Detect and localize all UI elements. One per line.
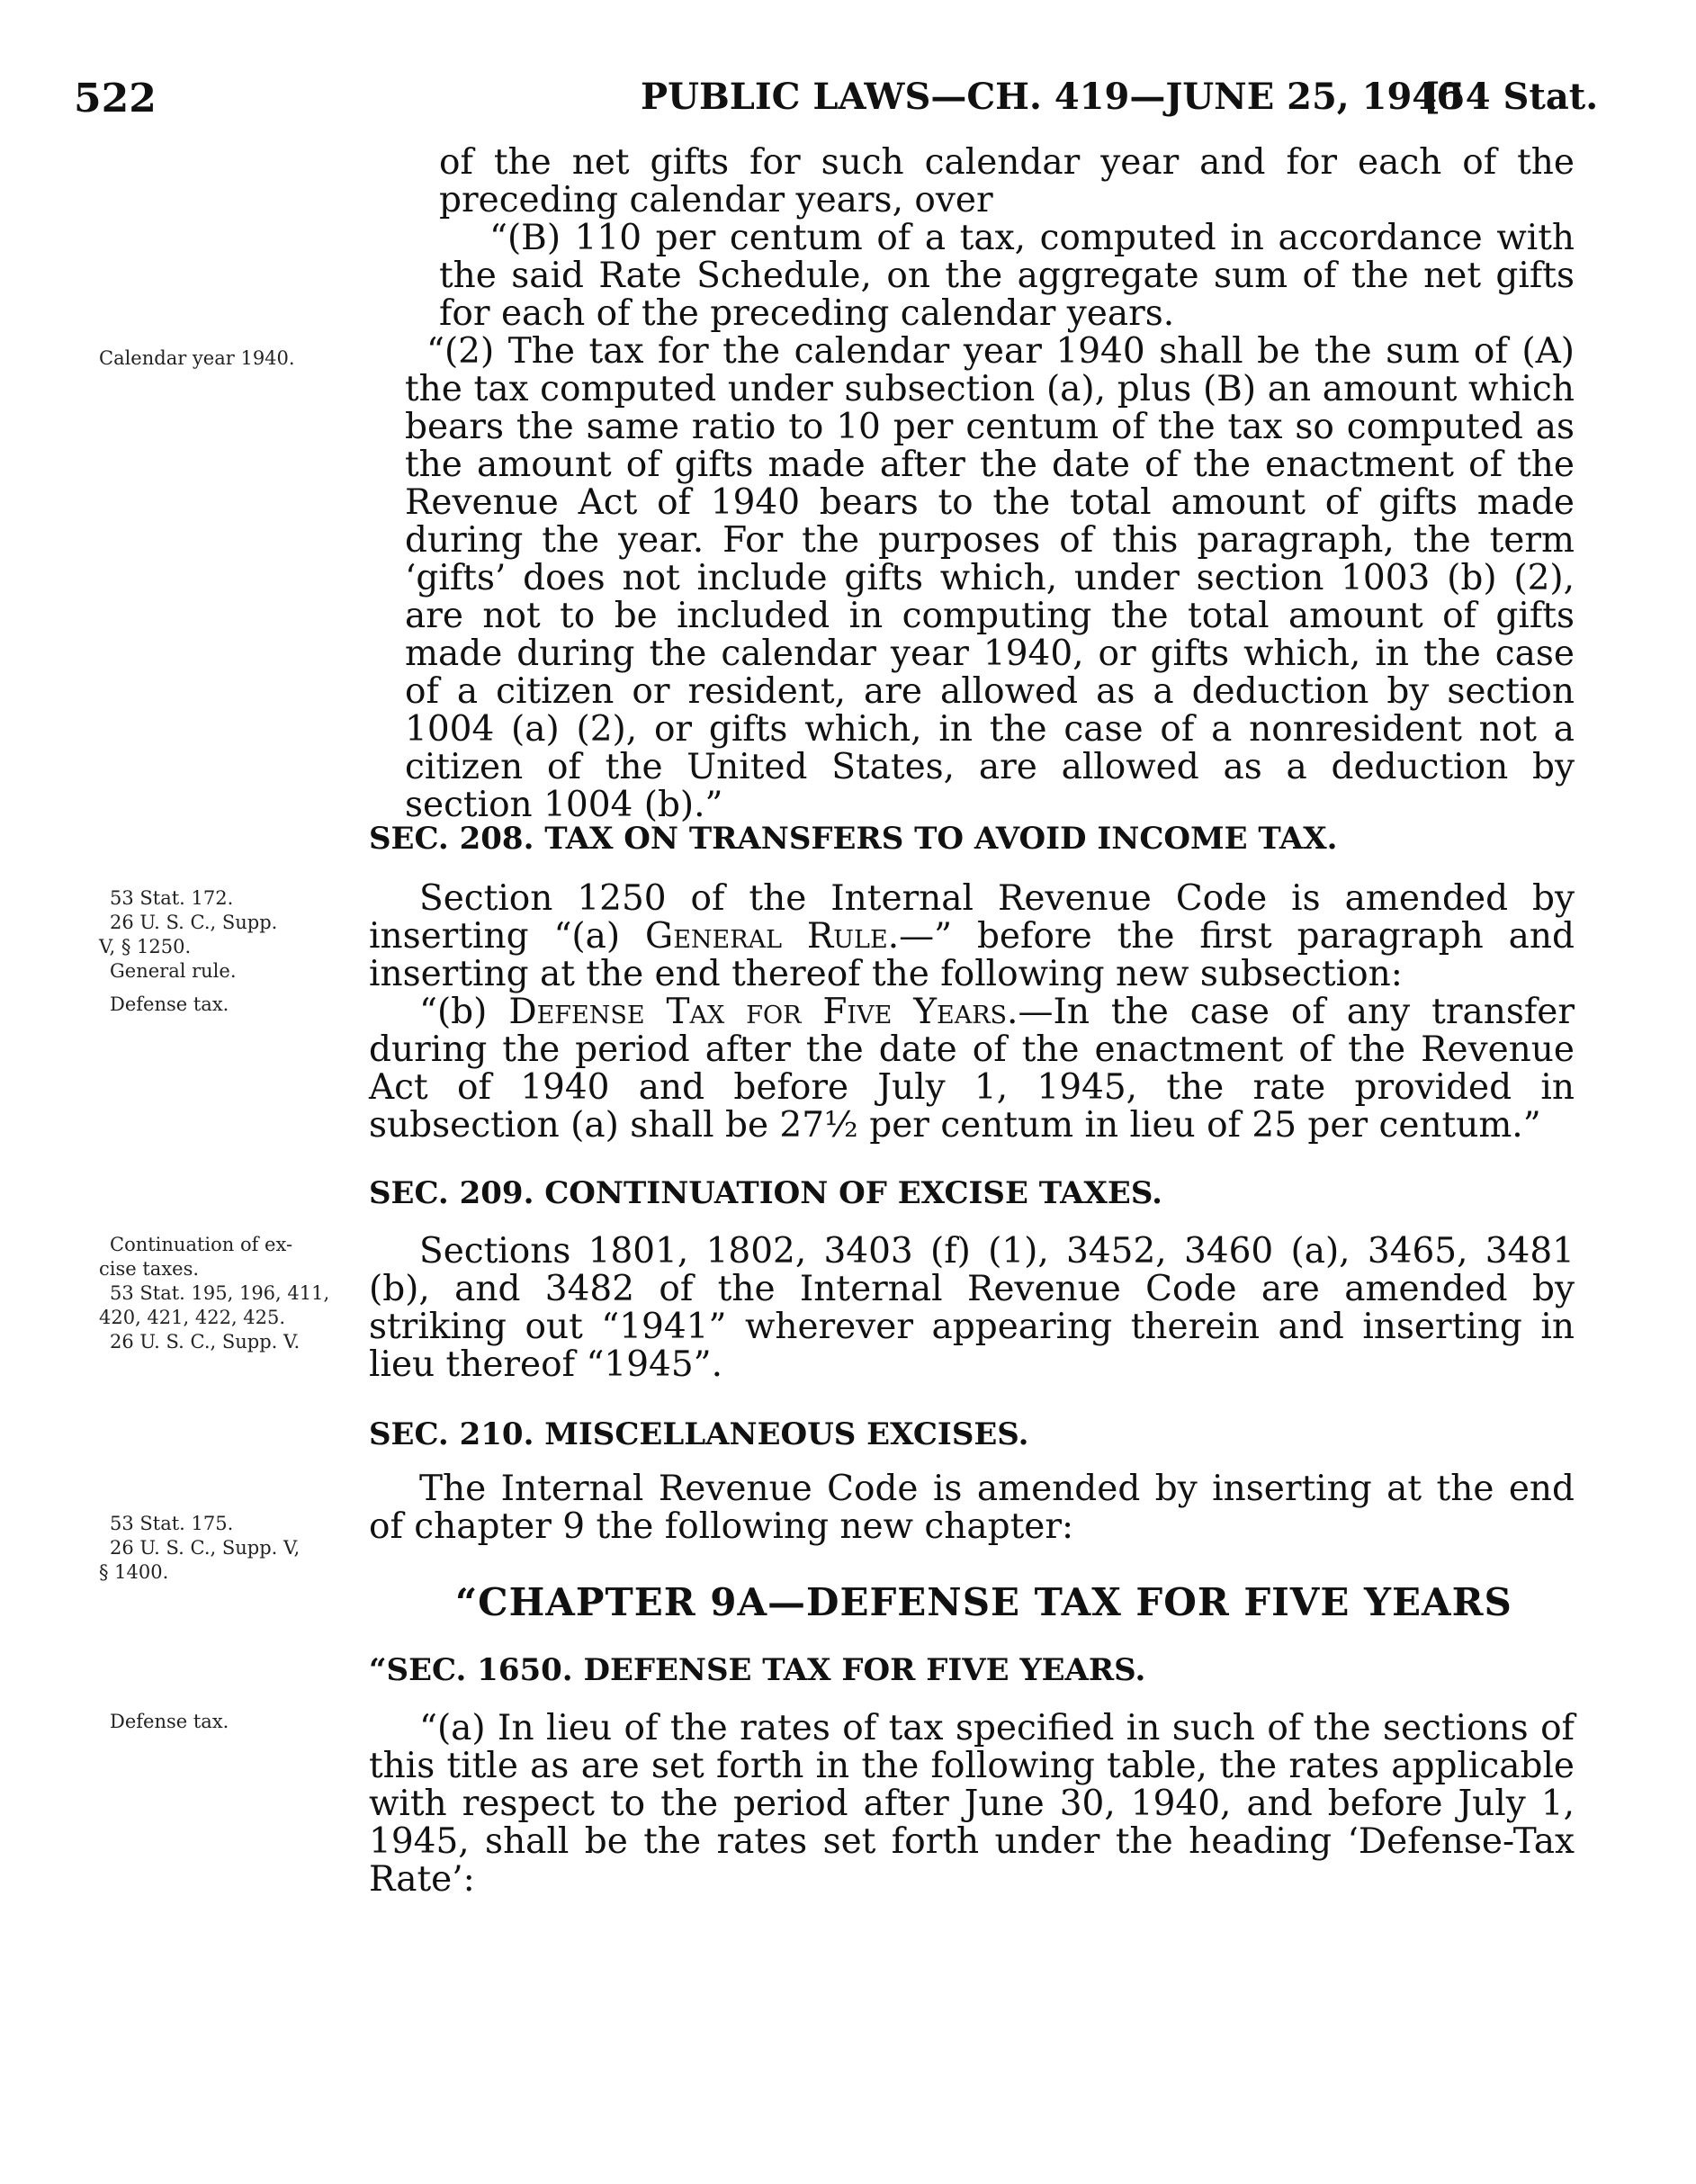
paragraph-b: “(B) 110 per centum of a tax, computed in accordance with the said Rate Schedule, on the aggregate sum of the net gifts for each of the preceding calendar years. [439, 218, 1575, 334]
section-209-heading: SEC. 209. CONTINUATION OF EXCISE TAXES. [369, 1175, 1163, 1211]
section-208-body [369, 880, 1575, 1145]
margin-sec209-notes: Continuation of ex- cise taxes. 53 Stat. 195, 196, 411, 420, 421, 422, 425. 26 U. S. C., Supp. V. [99, 1234, 330, 1353]
section-1650-heading: “SEC. 1650. DEFENSE TAX FOR FIVE YEARS. [369, 1652, 1146, 1688]
margin-calendar-year: Calendar year 1940. [99, 347, 295, 369]
margin-sec208-notes: 53 Stat. 172. 26 U. S. C., Supp. V, § 1250. General rule. Defense tax. [99, 887, 278, 1015]
paragraph-preceding-years: of the net gifts for such calendar year and for each of the preceding calendar years, over [439, 142, 1575, 220]
section-210-heading: SEC. 210. MISCELLANEOUS EXCISES. [369, 1416, 1029, 1452]
section-210-body [369, 1470, 1575, 1546]
section-209-body [369, 1233, 1575, 1384]
section-1650-body [369, 1710, 1575, 1899]
section-210-text: The Internal Revenue Code is amended by inserting at the end of chapter 9 the following new chapter: [369, 1469, 1575, 1547]
paragraph-2: “(2) The tax for the calendar year 1940 shall be the sum of (A) the tax computed under subsection (a), plus (B) an amount which bears the same ratio to 10 per centum of the tax so computed as the amount of gifts made after the date of the enactment of the Revenue Act of 1940 bears to the total amount of gifts made during the year. For the purposes of this paragraph, the term ‘gifts’ does not include gifts which, under section 1003 (b) (2), are not to be included in computing the total amount of gifts made during the calendar year 1940, or gifts which, in the case of a citizen or resident, are allowed as a deduction by section 1004 (a) (2), or gifts which, in the case of a nonresident not a citizen of the United States, are allowed as a deduction by section 1004 (b).” [405, 331, 1575, 825]
section-209-text: Sections 1801, 1802, 3403 (f) (1), 3452, 3460 (a), 3465, 3481 (b), and 3482 of the Internal Revenue Code are amended by striking out “1941” wherever appearing therein and inserting in lieu thereof “1945”. [369, 1231, 1575, 1385]
section-1650-text-a: “(a) In lieu of the rates of tax specified in such of the sections of this title as are set forth in the following table, the rates applicable with respect to the period after June 30, 1940, and before July 1, 1945, shall be the rates set forth under the heading ‘Defense-Tax Rate’: [369, 1708, 1575, 1900]
margin-defense-tax-2: Defense tax. [110, 1711, 229, 1732]
running-head: PUBLIC LAWS—CH. 419—JUNE 25, 1940 [641, 76, 1462, 118]
defense-tax-caption: Defense Tax for Five Years. [508, 992, 1018, 1032]
page-number: 522 [74, 76, 157, 121]
stat-reference: [54 Stat. [1423, 76, 1599, 118]
chapter-9a-title: “CHAPTER 9A—DEFENSE TAX FOR FIVE YEARS [455, 1580, 1512, 1624]
section-208-heading: SEC. 208. TAX ON TRANSFERS TO AVOID INCOME TAX. [369, 821, 1338, 857]
margin-sec210-notes: 53 Stat. 175. 26 U. S. C., Supp. V, § 1400. [99, 1513, 301, 1583]
general-rule-caption: General Rule. [645, 916, 900, 957]
body-top-block [405, 144, 1575, 824]
section-208-paragraph-b: “(b) Defense Tax for Five Years.—In the case of any transfer during the period after the date of the enactment of the Revenue Act of 1940 and before July 1, 1945, the rate provided in subsection (a) shall be 27½ per centum in lieu of 25 per centum.” [369, 992, 1575, 1146]
section-208-paragraph-1: Section 1250 of the Internal Revenue Code is amended by inserting “(a) General Rule.—” before the first paragraph and inserting at the end thereof the following new subsection: [369, 878, 1575, 994]
